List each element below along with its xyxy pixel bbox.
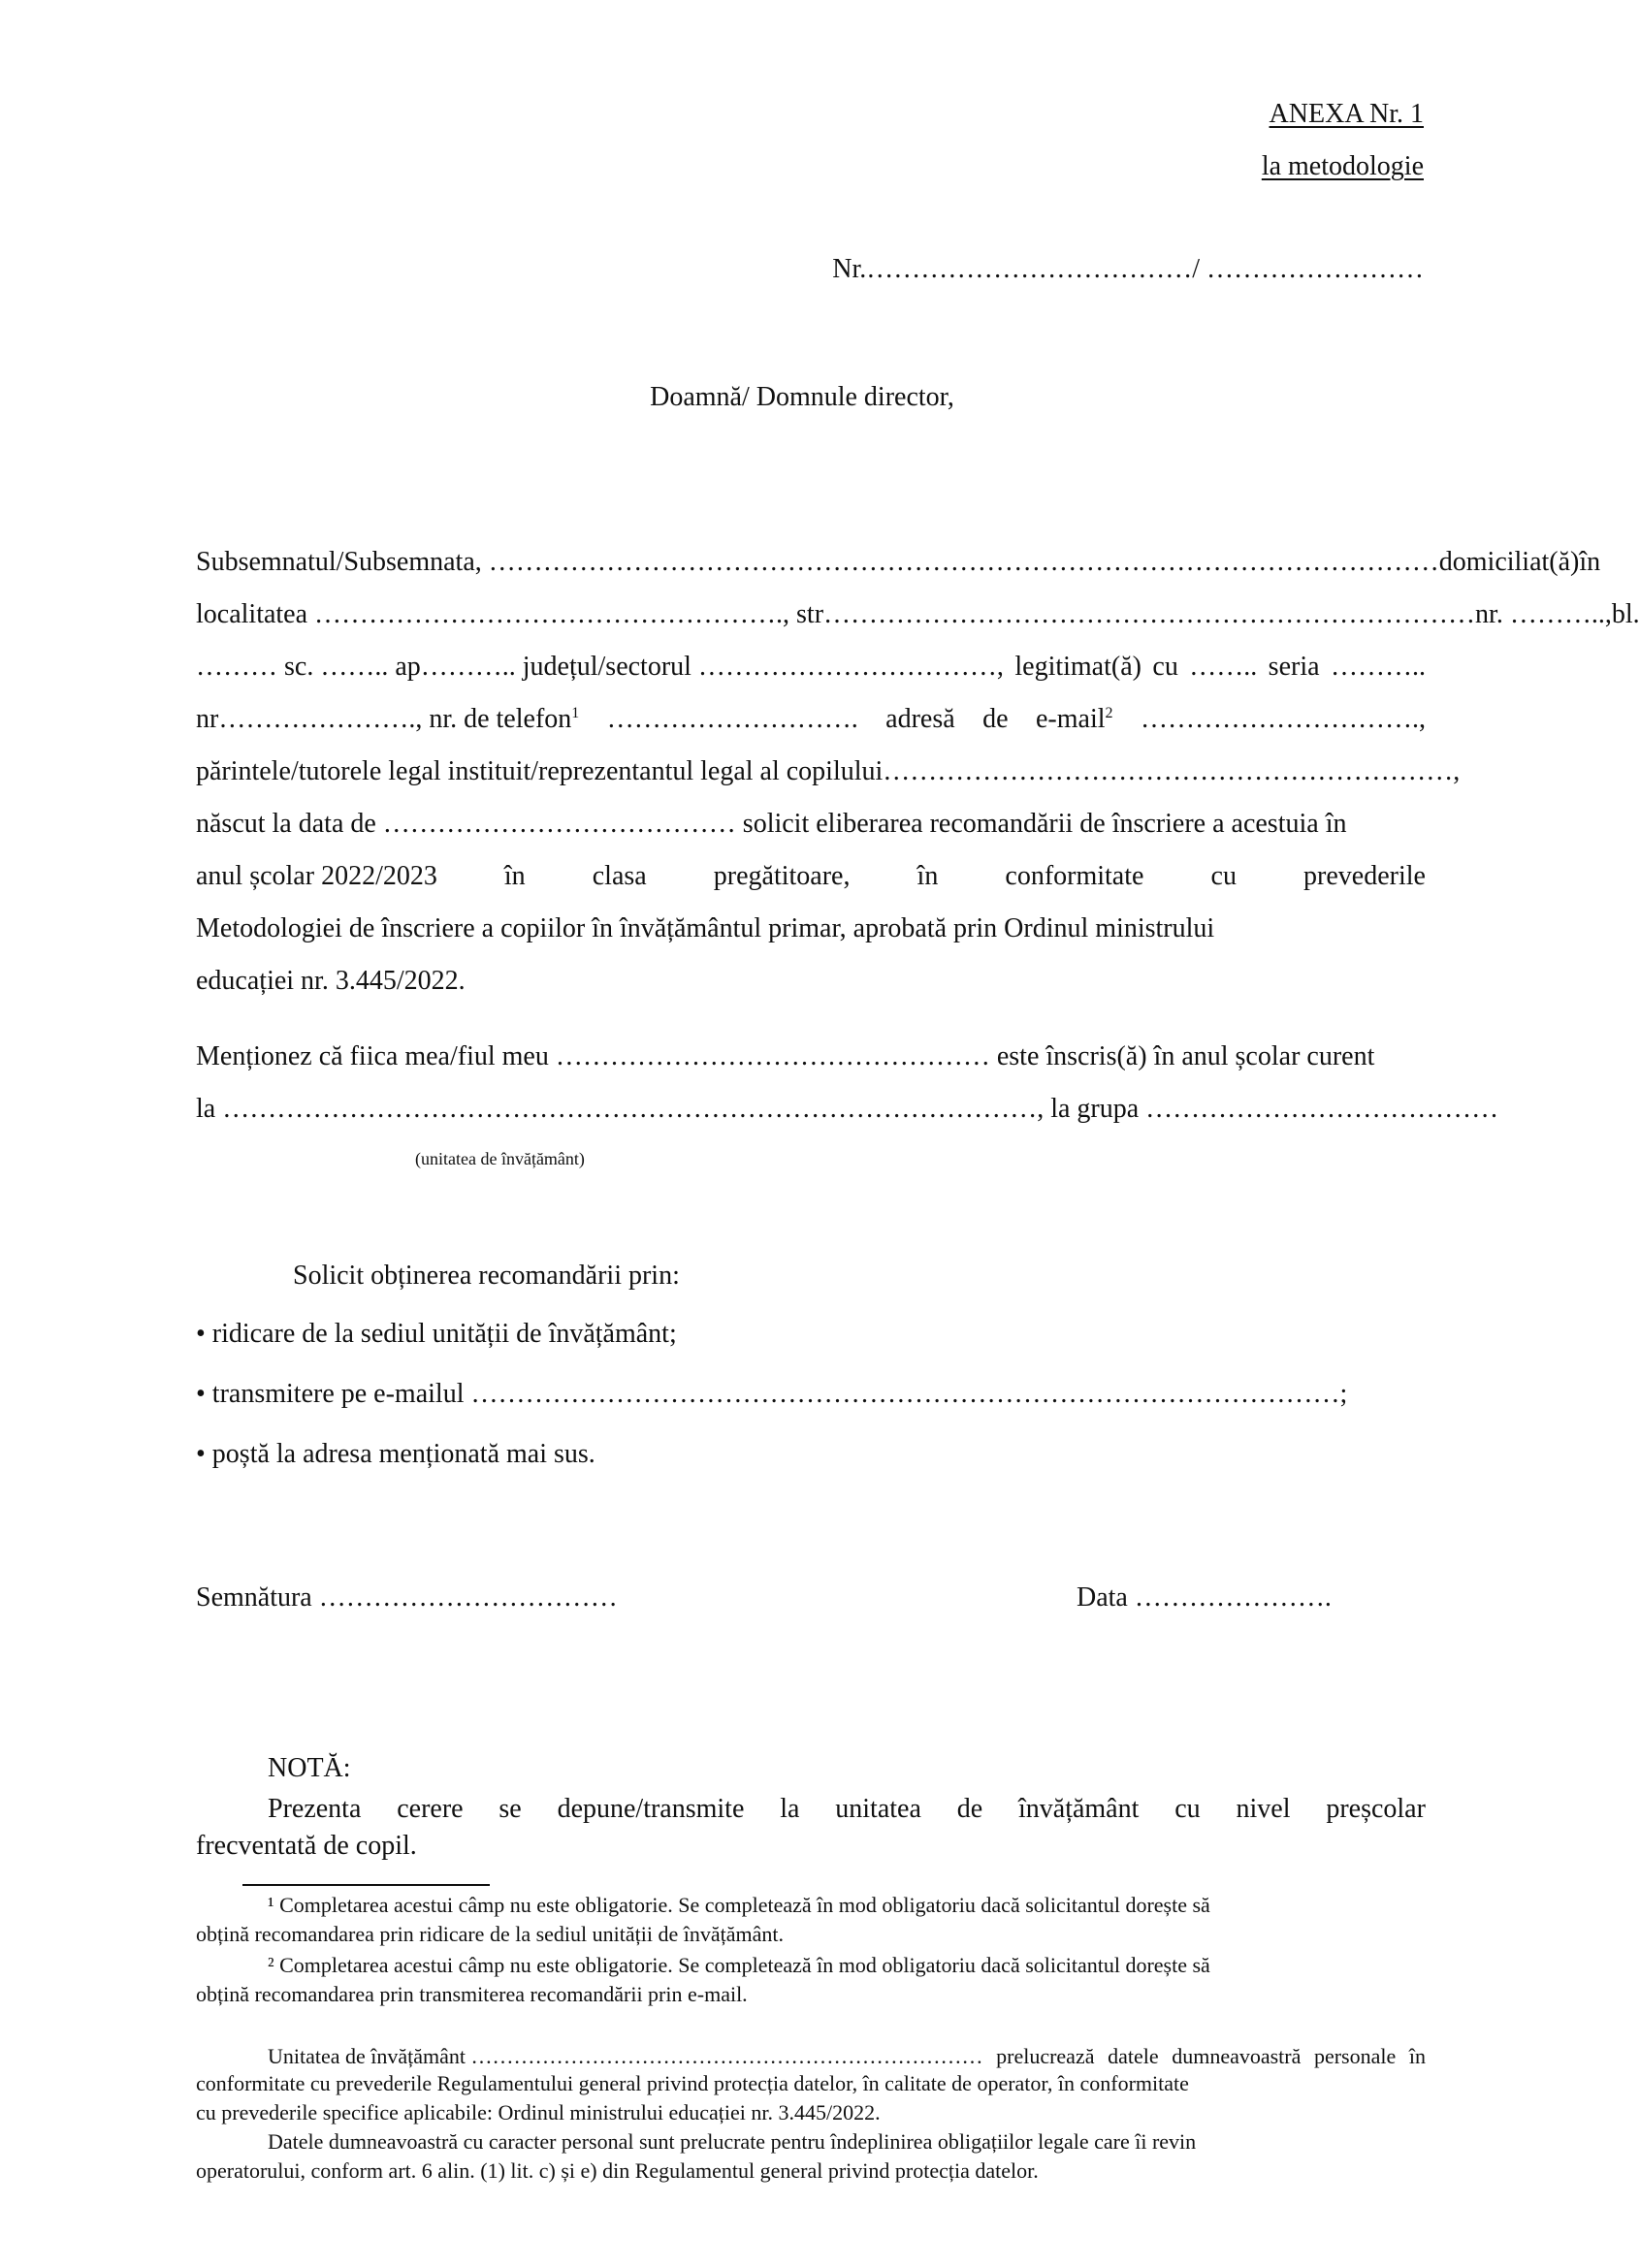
option-post[interactable]: • poștă la adresa menționată mai sus. [196,1439,595,1469]
birth-date-field[interactable]: născut la data de ………………………………… solicit eliberarea recomandării de înscriere a acestuia în [196,809,1347,839]
footnote-1-line-2: obțină recomandarea prin ridicare de la sediul unității de învățământ. [196,1922,784,1946]
annex-title: ANEXA Nr. 1 [1269,99,1424,129]
id-type-field[interactable]: …….. [1189,652,1258,682]
applicant-line-5 [196,756,1461,786]
footnote-2-line-2: obțină recomandarea prin transmiterea recomandării prin e-mail. [196,1982,748,2006]
id-series-field[interactable]: ……….. [1330,652,1426,682]
footnote-1-line-1: ¹ Completarea acestui câmp nu este obligatorie. Se completează în mod obligatoriu dacă solicitantul dorește să [268,1893,1210,1917]
current-school-line[interactable]: la ………………………………………………………………………………, la grupa ………………………………… [196,1094,1499,1124]
address-field[interactable]: localitatea ……………………………………………., str………………………………………………………………nr. ……….., [196,599,1612,629]
applicant-line-4: nr…………………., nr. de telefon$^1$ ………………………. adresă de e-mail$^2$ …………………………., [196,704,1426,734]
current-enrollment-line[interactable]: Menționez că fiica mea/fiul meu ………………………………………… este înscris(ă) în anul școlar curent [196,1041,1375,1071]
annex-subtitle: la metodologie [1261,151,1424,181]
note-line-1: Prezenta cerere se depune/transmite la unitatea de învățământ cu nivel preșcolar [268,1794,1426,1824]
applicant-line-2: localitatea ……………………………………………., str………………………………………………………………nr. ……….., bl. [196,599,1640,629]
gdpr-line-3: cu prevederile specifice aplicabile: Ordinul ministrului educației nr. 3.445/2022. [196,2100,881,2124]
gdpr-line-5: operatorului, conform art. 6 alin. (1) lit. c) și e) din Regulamentul general privind protecția datelor. [196,2158,1039,2183]
signature-field[interactable]: Semnătura …………………………… [196,1582,618,1613]
applicant-line-8: Metodologiei de înscriere a copiilor în învățământul primar, aprobată prin Ordinul ministrului [196,913,1215,943]
option-pickup[interactable]: • ridicare de la sediul unității de învățământ; [196,1319,677,1349]
phone-field[interactable]: nr…………………., nr. de telefon [196,704,572,734]
applicant-line-3: ……… sc. …….. ap……….. județul/sectorul ……………………………, legitimat(ă) cu …….. seria ……….. [196,652,1426,682]
footnote-ref-1: 1 [571,705,580,721]
phone-input[interactable]: ………………………. [606,704,858,734]
applicant-line-6 [196,811,1426,838]
salutation: Doamnă/ Domnule director, [650,382,954,412]
gdpr-line-2: conformitate cu prevederile Regulamentului general privind protecția datelor, în calitate de operator, în conformitate [196,2071,1189,2095]
option-email[interactable]: • transmitere pe e-mailul ……………………………………………………………………………………; [196,1379,1348,1409]
applicant-name-field[interactable]: Subsemnatul/Subsemnata, …………………………………………………………………………………………… [196,547,1439,577]
options-intro: Solicit obținerea recomandării prin: [293,1261,680,1291]
footnote-ref-2: 2 [1105,705,1113,721]
note-line-2: frecventată de copil. [196,1831,417,1861]
email-field[interactable]: …………………………., [1140,704,1426,734]
applicant-line-7: anul școlar 2022/2023 în clasa pregătitoare, în conformitate cu prevederile [196,861,1426,891]
footnote-separator [242,1884,490,1886]
gdpr-line-4: Datele dumneavoastră cu caracter personal sunt prelucrate pentru îndeplinirea obligațiilor legale care îi revin [268,2129,1197,2154]
school-unit-hint: (unitatea de învățământ) [415,1149,585,1168]
note-title: NOTĂ: [268,1753,351,1783]
date-field[interactable]: Data …………………. [1077,1582,1332,1613]
footnote-2-line-1: ² Completarea acestui câmp nu este obligatorie. Se completează în mod obligatoriu dacă solicitantul dorește să [268,1953,1210,1977]
county-field[interactable]: ……… sc. …….. ap……….. județul/sectorul ……………………………, [196,652,1004,682]
gdpr-line-1: Unitatea de învățământ ……………………………………………………………… prelucrează datele dumneavoastră personale în [268,2044,1426,2068]
child-name-field[interactable]: părintele/tutorele legal instituit/reprezentantul legal al copilului………………………………………………………, [196,756,1461,786]
applicant-line-9: educației nr. 3.445/2022. [196,966,466,996]
applicant-line-1: Subsemnatul/Subsemnata, …………………………………………………………………………………………… domiciliat(ă) în [196,547,1601,577]
gdpr-school-field[interactable]: Unitatea de învățământ ……………………………………………………………… [268,2044,983,2068]
registration-number-field[interactable]: Nr.………………………………/ …………………… [832,254,1424,284]
